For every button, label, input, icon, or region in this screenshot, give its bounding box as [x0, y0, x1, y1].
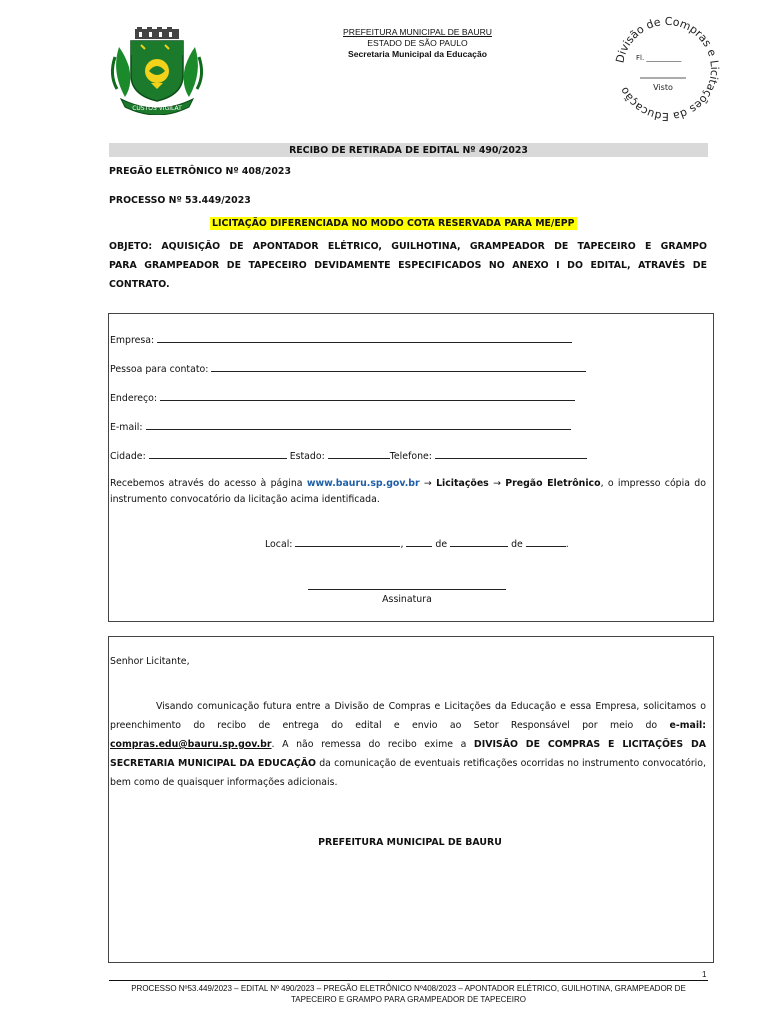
- footer-line: TAPECEIRO E GRAMPO PARA GRAMPEADOR DE TAPECEIRO: [290, 995, 526, 1004]
- email-label-bold: e-mail:: [669, 720, 706, 731]
- month-line[interactable]: [450, 537, 508, 547]
- endereco-label: Endereço:: [110, 393, 158, 404]
- notice-p1: Visando comunicação futura entre a Divisão de Compras e Licitações da Educação e essa Empresa, solicitamos o preenchimento do recibo de entrega do edital e envio ao Setor Responsável por meio do: [110, 701, 706, 731]
- crest-motto: CUSTOS VIGILAT: [132, 105, 182, 112]
- pregao-eletronico-link: Pregão Eletrônico: [505, 478, 601, 489]
- notice-p2: . A não remessa do recibo exime a: [271, 739, 474, 750]
- receipt-form-box: [108, 313, 714, 622]
- local-line[interactable]: [295, 537, 400, 547]
- stamp-fl: Fl. __________: [636, 54, 682, 62]
- cidade-label: Cidade:: [110, 451, 146, 462]
- empresa-line[interactable]: [157, 333, 572, 343]
- notice-box: [108, 636, 714, 963]
- contact-email-link[interactable]: compras.edu@bauru.sp.gov.br: [110, 739, 272, 750]
- de-label: de: [511, 539, 523, 550]
- division-stamp: [612, 14, 722, 124]
- bauru-site-link[interactable]: www.bauru.sp.gov.br: [306, 478, 420, 489]
- receipt-pre: Recebemos através do acesso à página: [110, 478, 307, 489]
- header-org: PREFEITURA MUNICIPAL DE BAURU: [343, 27, 492, 37]
- arrow: →: [419, 478, 437, 489]
- estado-line[interactable]: [328, 449, 390, 459]
- endereco-line[interactable]: [160, 391, 575, 401]
- cidade-line[interactable]: [149, 449, 287, 459]
- year-line[interactable]: [526, 537, 566, 547]
- de-label: de: [435, 539, 448, 550]
- page-number: 1: [702, 970, 707, 979]
- endereco-field[interactable]: [110, 391, 575, 405]
- objeto-line: PARA GRAMPEADOR DE TAPECEIRO DEVIDAMENTE ESPECIFICADOS NO ANEXO I DO EDITAL, ATRAVÉS DE: [109, 260, 707, 271]
- arrow: →: [488, 478, 506, 489]
- processo-number: PROCESSO Nº 53.449/2023: [109, 195, 251, 206]
- objeto-line: OBJETO: AQUISIÇÃO DE APONTADOR ELÉTRICO, GUILHOTINA, GRAMPEADOR DE TAPECEIRO E GRAMPO: [109, 241, 707, 252]
- bauru-crest-logo: [107, 27, 207, 115]
- cidade-estado-telefone-field[interactable]: [110, 449, 587, 463]
- page-footer: [109, 983, 708, 1005]
- local-label: Local:: [265, 539, 293, 550]
- cota-highlight: LICITAÇÃO DIFERENCIADA NO MODO COTA RESERVADA PARA ME/EPP: [212, 218, 575, 229]
- header-state: ESTADO DE SÃO PAULO: [367, 38, 468, 48]
- objeto-text: [109, 237, 707, 294]
- local-date-field[interactable]: Local: , de de .: [265, 539, 569, 550]
- footer-rule: [109, 980, 708, 981]
- notice-signoff: PREFEITURA MUNICIPAL DE BAURU: [318, 837, 502, 848]
- signature-line[interactable]: [308, 589, 506, 590]
- estado-label: Estado:: [289, 451, 325, 462]
- stamp-ring-text: Divisão de Compras e Licitações da Educação: [613, 14, 722, 124]
- receipt-title: RECIBO DE RETIRADA DE EDITAL Nº 490/2023: [109, 143, 708, 157]
- notice-p3: da comunicação de eventuais retificações ocorridas no instrumento convocatório, bem como de quaisquer informações adicionais.: [110, 758, 707, 788]
- receipt-statement: [110, 476, 706, 508]
- footer-line: PROCESSO Nº53.449/2023 – EDITAL Nº 490/2023 – PREGÃO ELETRÔNICO Nº408/2023 – APONTADOR ELÉTRICO, GUILHOTINA, GRAMPEADOR DE: [131, 984, 686, 993]
- objeto-line: CONTRATO.: [109, 279, 170, 290]
- pregao-number: PREGÃO ELETRÔNICO Nº 408/2023: [109, 166, 291, 177]
- stamp-visto: Visto: [653, 83, 673, 92]
- email-field[interactable]: [110, 420, 571, 434]
- signature-label: Assinatura: [382, 594, 432, 605]
- document-header: [250, 27, 585, 60]
- contato-field[interactable]: [110, 362, 586, 376]
- email-line[interactable]: [146, 420, 571, 430]
- licitacoes-link: Licitações: [436, 478, 489, 489]
- telefone-line[interactable]: [435, 449, 587, 459]
- contato-label: Pessoa para contato:: [110, 364, 209, 375]
- greeting: Senhor Licitante,: [110, 656, 190, 667]
- receipt-post: , o impresso cópia do instrumento convocatório da licitação acima identificada.: [110, 478, 706, 505]
- division-name: DIVISÃO DE COMPRAS E LICITAÇÕES DA SECRETARIA MUNICIPAL DA EDUCAÇÃO: [110, 739, 706, 769]
- email-label: E-mail:: [110, 422, 143, 433]
- empresa-label: Empresa:: [110, 335, 155, 346]
- notice-paragraph: [110, 697, 706, 792]
- header-dept: Secretaria Municipal da Educação: [348, 49, 487, 59]
- day-line[interactable]: [406, 537, 432, 547]
- empresa-field[interactable]: [110, 333, 572, 347]
- telefone-label: Telefone:: [389, 451, 432, 462]
- contato-line[interactable]: [211, 362, 586, 372]
